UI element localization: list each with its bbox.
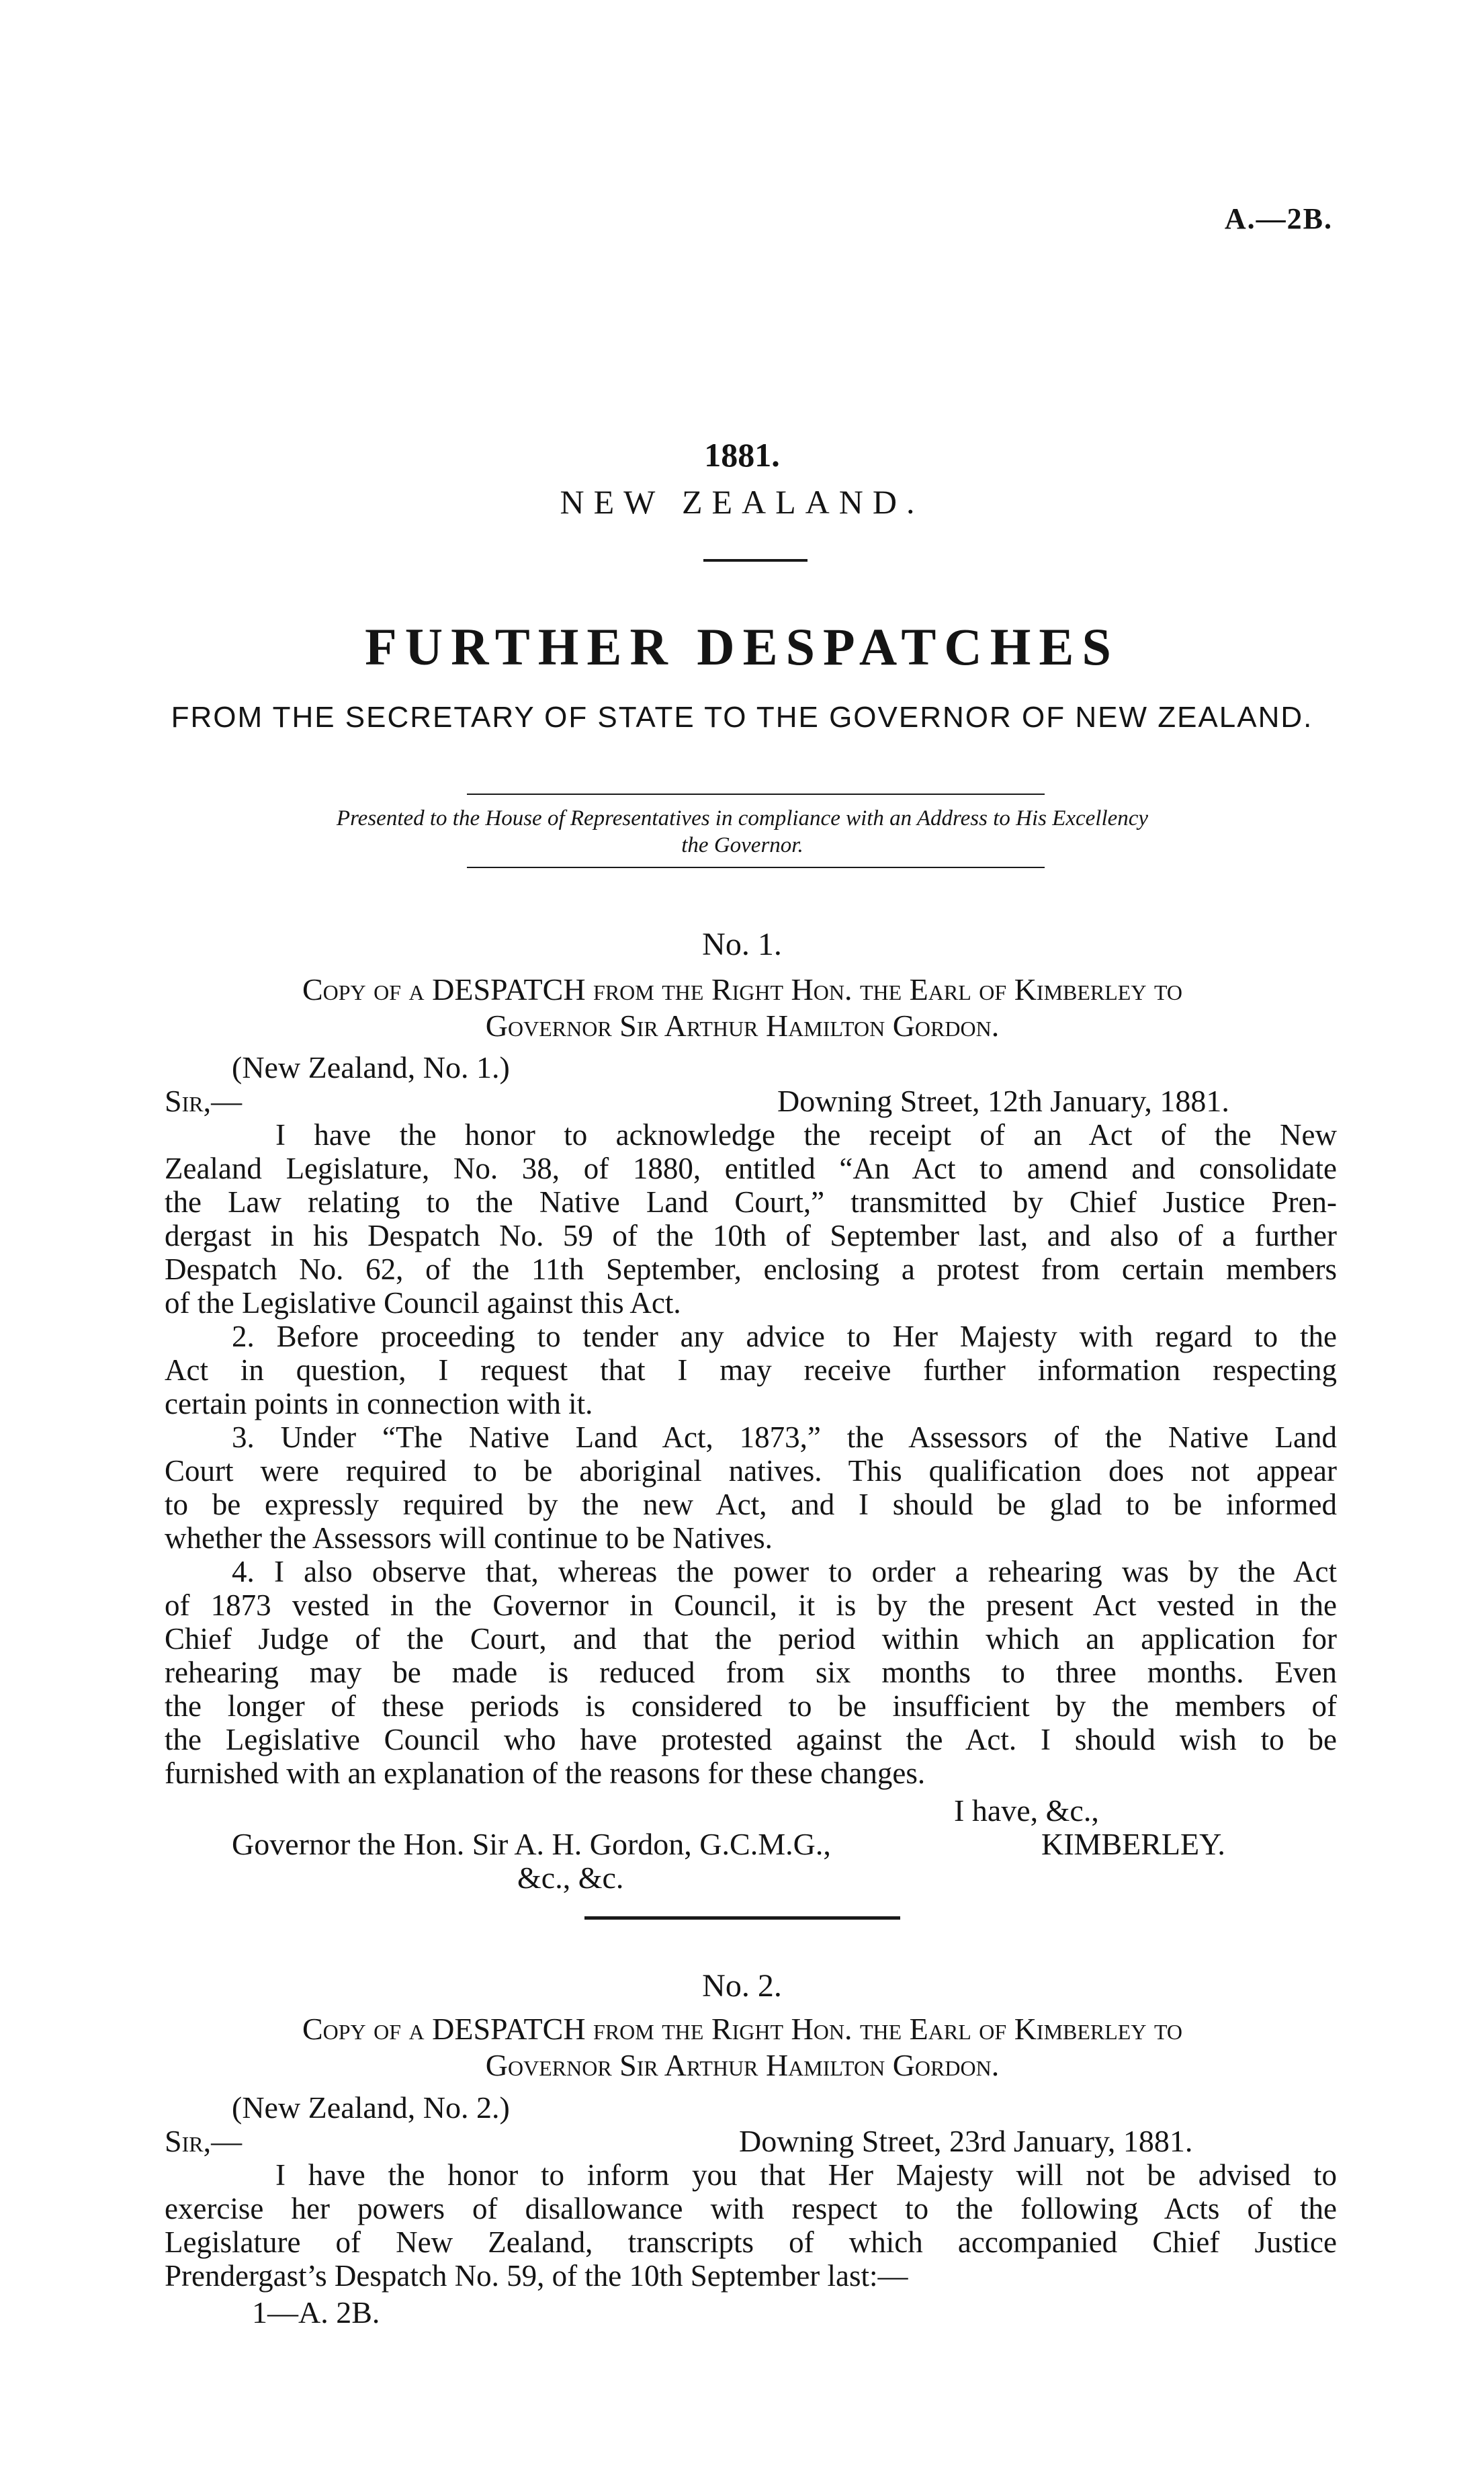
despatch-1-heading-line-2: Governor Sir Arthur Hamilton Gordon.: [485, 1009, 1000, 1043]
body-line: the longer of these periods is considered to be insufficient by the members of: [165, 1689, 1337, 1723]
presented-line-1: Presented to the House of Representatives in compliance with an Address to His Excellency: [336, 806, 1149, 830]
body-line: exercise her powers of disallowance with respect to the following Acts of the: [165, 2192, 1337, 2225]
body-line: 4. I also observe that, whereas the power to order a rehearing was by the Act: [232, 1555, 1337, 1588]
body-line: I have the honor to acknowledge the receipt of an Act of the New: [275, 1118, 1337, 1152]
despatch-1-salutation: Sir,—: [165, 1084, 243, 1118]
body-line: whether the Assessors will continue to be Natives.: [165, 1521, 773, 1555]
presented-note: [181, 805, 1303, 859]
despatch-1-heading: [161, 972, 1323, 1044]
despatch-2-heading-line-2: Governor Sir Arthur Hamilton Gordon.: [485, 2048, 1000, 2082]
body-line: Zealand Legislature, No. 38, of 1880, entitled “An Act to amend and consolidate: [165, 1152, 1337, 1185]
body-line: 2. Before proceeding to tender any advice to Her Majesty with regard to the: [232, 1320, 1337, 1353]
body-line: the Law relating to the Native Land Court,” transmitted by Chief Justice Pren-: [165, 1185, 1337, 1219]
body-line: Act in question, I request that I may receive further information respecting: [165, 1353, 1337, 1387]
despatch-1-closing: I have, &c.,: [954, 1793, 1099, 1828]
body-line: Prendergast’s Despatch No. 59, of the 10th September last:—: [165, 2259, 908, 2293]
document-subtitle: FROM THE SECRETARY OF STATE TO THE GOVERNOR OF NEW ZEALAND.: [171, 701, 1313, 734]
despatch-1-number: No. 1.: [702, 927, 782, 962]
despatch-1-ref: (New Zealand, No. 1.): [232, 1050, 510, 1084]
body-line: Chief Judge of the Court, and that the period within which an application for: [165, 1622, 1337, 1656]
document-reference: A.—2B.: [1224, 202, 1333, 235]
body-line: dergast in his Despatch No. 59 of the 10th of September last, and also of a further: [165, 1219, 1337, 1252]
body-line: of the Legislative Council against this Act.: [165, 1286, 681, 1320]
presented-rule-bottom: [467, 867, 1045, 868]
year: 1881.: [704, 436, 780, 474]
printer-signature-mark: 1—A. 2B.: [252, 2295, 380, 2330]
despatch-2-heading-line-1: Copy of a DESPATCH from the Right Hon. the Earl of Kimberley to: [302, 2012, 1183, 2046]
body-line: rehearing may be made is reduced from six months to three months. Even: [165, 1656, 1337, 1689]
despatch-1-addressee: Governor the Hon. Sir A. H. Gordon, G.C.M.G.,: [232, 1827, 831, 1861]
despatch-2-body: [165, 2158, 1337, 2293]
body-line: Court were required to be aboriginal natives. This qualification does not appear: [165, 1454, 1337, 1488]
body-line: the Legislative Council who have protested against the Act. I should wish to be: [165, 1723, 1337, 1756]
body-line: I have the honor to inform you that Her Majesty will not be advised to: [275, 2158, 1337, 2192]
despatch-1-addressee-cont: &c., &c.: [517, 1861, 624, 1895]
body-line: Despatch No. 62, of the 11th September, enclosing a protest from certain members: [165, 1252, 1337, 1286]
body-line: to be expressly required by the new Act, and I should be glad to be informed: [165, 1488, 1337, 1521]
despatch-2-number: No. 2.: [702, 1968, 782, 2004]
despatch-1-signature: KIMBERLEY.: [1041, 1827, 1225, 1861]
despatch-1-heading-line-1: Copy of a DESPATCH from the Right Hon. the Earl of Kimberley to: [302, 972, 1183, 1007]
despatch-1-body: [165, 1118, 1337, 1790]
section-divider: [584, 1916, 900, 1920]
body-line: 3. Under “The Native Land Act, 1873,” the Assessors of the Native Land: [232, 1420, 1337, 1454]
divider-short: [703, 559, 808, 562]
body-line: Legislature of New Zealand, transcripts of which accompanied Chief Justice: [165, 2225, 1337, 2259]
document-title: FURTHER DESPATCHES: [365, 617, 1119, 676]
body-line: furnished with an explanation of the reasons for these changes.: [165, 1756, 926, 1790]
country-heading: NEW ZEALAND.: [560, 483, 924, 521]
despatch-2-ref: (New Zealand, No. 2.): [232, 2090, 510, 2125]
despatch-2-place-date: Downing Street, 23rd January, 1881.: [739, 2124, 1193, 2158]
despatch-2-heading: [161, 2011, 1323, 2084]
body-line: certain points in connection with it.: [165, 1387, 593, 1420]
despatch-2-salutation: Sir,—: [165, 2124, 243, 2158]
body-line: of 1873 vested in the Governor in Council, it is by the present Act vested in the: [165, 1588, 1337, 1622]
presented-rule-top: [467, 794, 1045, 795]
presented-line-2: the Governor.: [681, 833, 803, 857]
despatch-1-place-date: Downing Street, 12th January, 1881.: [777, 1084, 1229, 1118]
